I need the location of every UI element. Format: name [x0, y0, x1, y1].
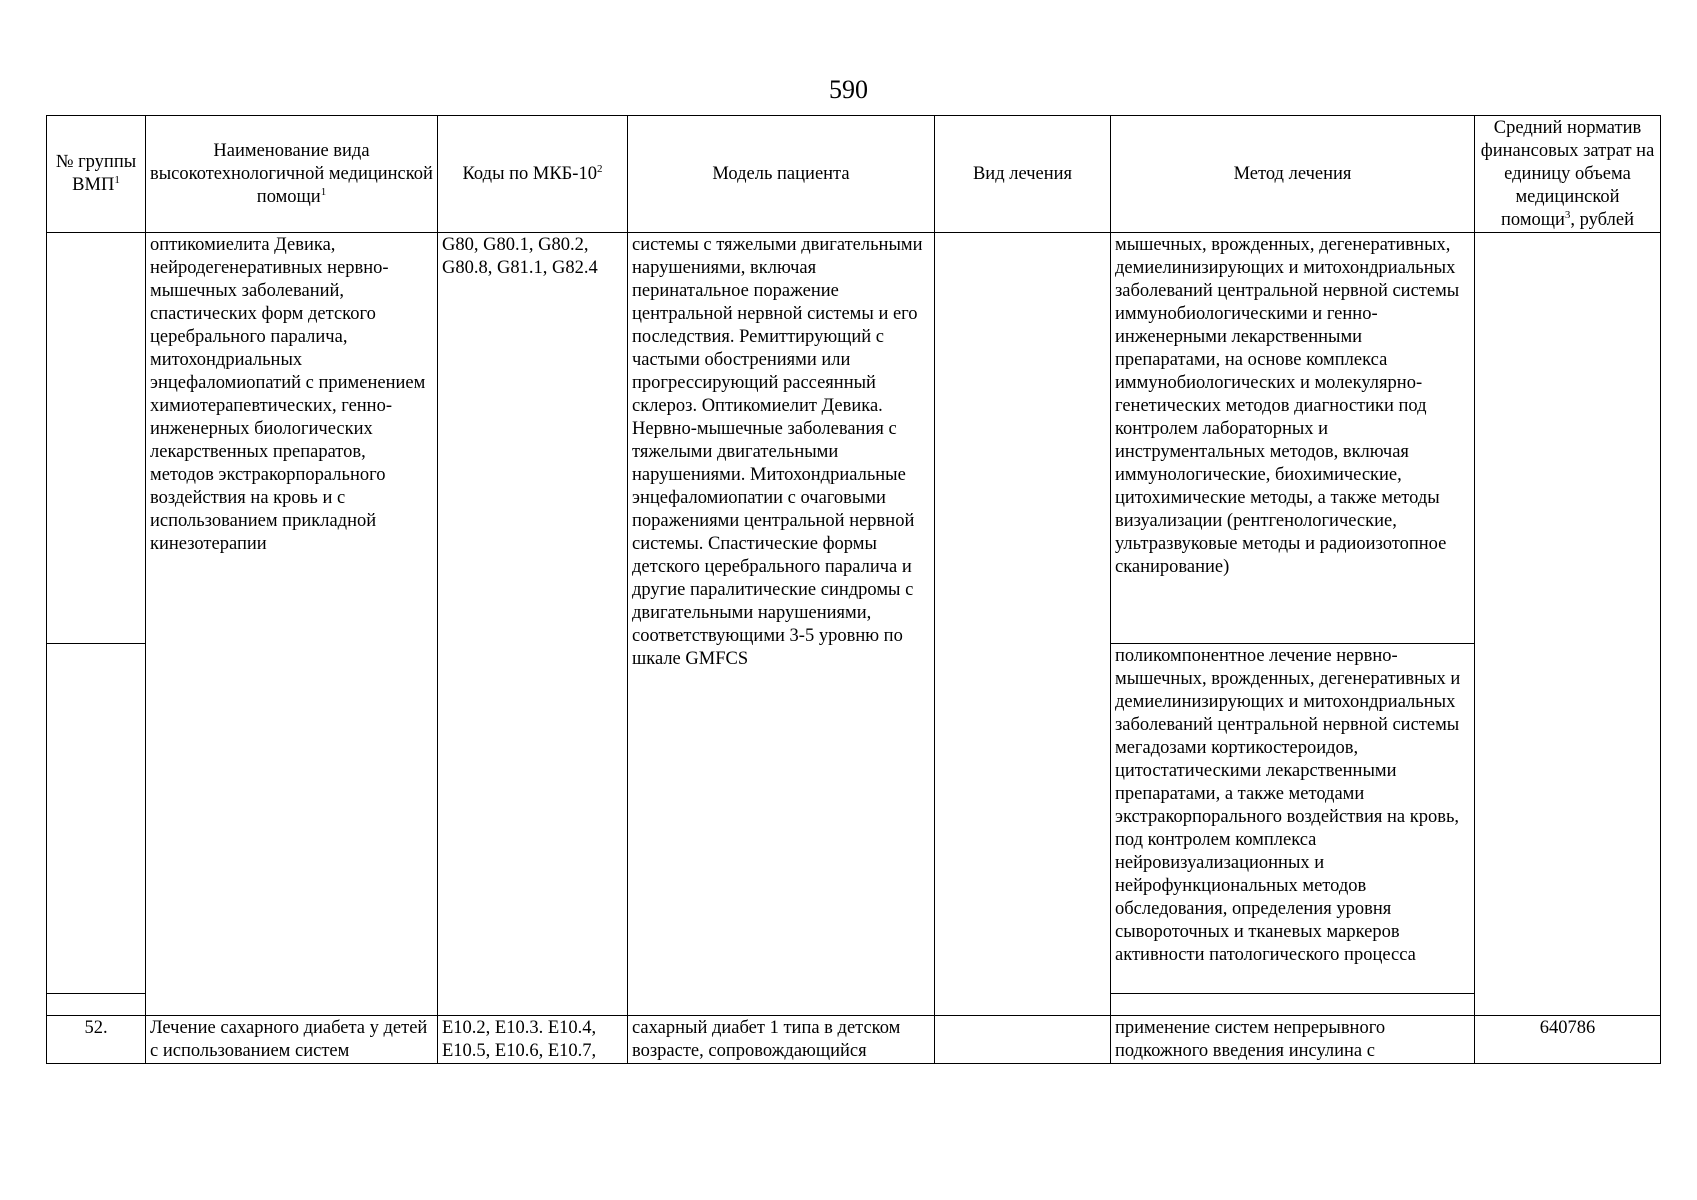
header-treatment-type: Вид лечения [935, 116, 1111, 233]
treatment-type-cell [935, 1016, 1111, 1064]
table-header-row [47, 116, 1661, 233]
table-row [47, 233, 1661, 644]
group-no-cell [47, 233, 146, 644]
name-cell: оптикомиелита Девика, нейродегенеративных нервно-мышечных заболеваний, спастических форм детского церебрального паралича, митохондриальных энцефаломиопатий с применением химиотерапевтических, генно-инженерных биологических лекарственных препаратов, методов экстракорпорального воздействия на кровь и с использованием прикладной кинезотерапии [146, 233, 438, 1016]
page-number: 590 [829, 75, 868, 104]
cost-cell [1475, 233, 1661, 1016]
vmp-table [46, 115, 1661, 1064]
header-name: Наименование вида высокотехнологичной медицинской помощи$^1$ [146, 116, 438, 233]
header-codes: Коды по МКБ-$10^2$ [438, 116, 628, 233]
group-no-cell: 52. [47, 1016, 146, 1064]
group-no-cell [47, 994, 146, 1016]
codes-cell: G80, G80.1, G80.2, G80.8, G81.1, G82.4 [438, 233, 628, 1016]
name-cell: Лечение сахарного диабета у детей с использованием систем [146, 1016, 438, 1064]
model-cell: системы с тяжелыми двигательными нарушениями, включая перинатальное поражение центральной нервной системы и его последствия. Ремиттирующий с частыми обострениями или прогрессирующий рассеянный склероз. Оптикомиелит Девика. Нервно-мышечные заболевания с тяжелыми двигательными нарушениями. Митохондриальные энцефаломиопатии с очаговыми поражениями центральной нервной системы. Спастические формы детского церебрального паралича и другие паралитические синдромы с двигательными нарушениями, соответствующими 3-5 уровню по шкале GMFCS [628, 233, 935, 1016]
model-cell: сахарный диабет 1 типа в детском возрасте, сопровождающийся [628, 1016, 935, 1064]
method-cell [1111, 994, 1475, 1016]
cost-cell: 640786 [1475, 1016, 1661, 1064]
method-cell: мышечных, врожденных, дегенеративных, демиелинизирующих и митохондриальных заболеваний центральной нервной системы иммунобиологическими и генно-инженерными лекарственными препаратами, на основе комплекса иммунобиологических и молекулярно-генетических методов диагностики под контролем лабораторных и инструментальных методов, включая иммунологические, биохимические, цитохимические методы, а также методы визуализации (рентгенологические, ультразвуковые методы и радиоизотопное сканирование) [1111, 233, 1475, 644]
method-cell: поликомпонентное лечение нервно-мышечных, врожденных, дегенеративных и демиелинизирующих и митохондриальных заболеваний центральной нервной системы мегадозами кортикостероидов, цитостатическими лекарственными препаратами, а также методами экстракорпорального воздействия на кровь, под контролем комплекса нейровизуализационных и нейрофункциональных методов обследования, определения уровня сывороточных и тканевых маркеров активности патологического процесса [1111, 644, 1475, 994]
treatment-type-cell [935, 233, 1111, 1016]
method-cell: применение систем непрерывного подкожного введения инсулина с [1111, 1016, 1475, 1064]
header-cost: Средний норматив финансовых затрат на единицу объема медицинской помощи$^3$, рублей [1475, 116, 1661, 233]
header-group-no: № группы ВМП$^1$ [47, 116, 146, 233]
group-no-cell [47, 644, 146, 994]
header-method: Метод лечения [1111, 116, 1475, 233]
codes-cell: E10.2, E10.3. E10.4, E10.5, E10.6, E10.7, [438, 1016, 628, 1064]
table-row [47, 1016, 1661, 1064]
header-model: Модель пациента [628, 116, 935, 233]
